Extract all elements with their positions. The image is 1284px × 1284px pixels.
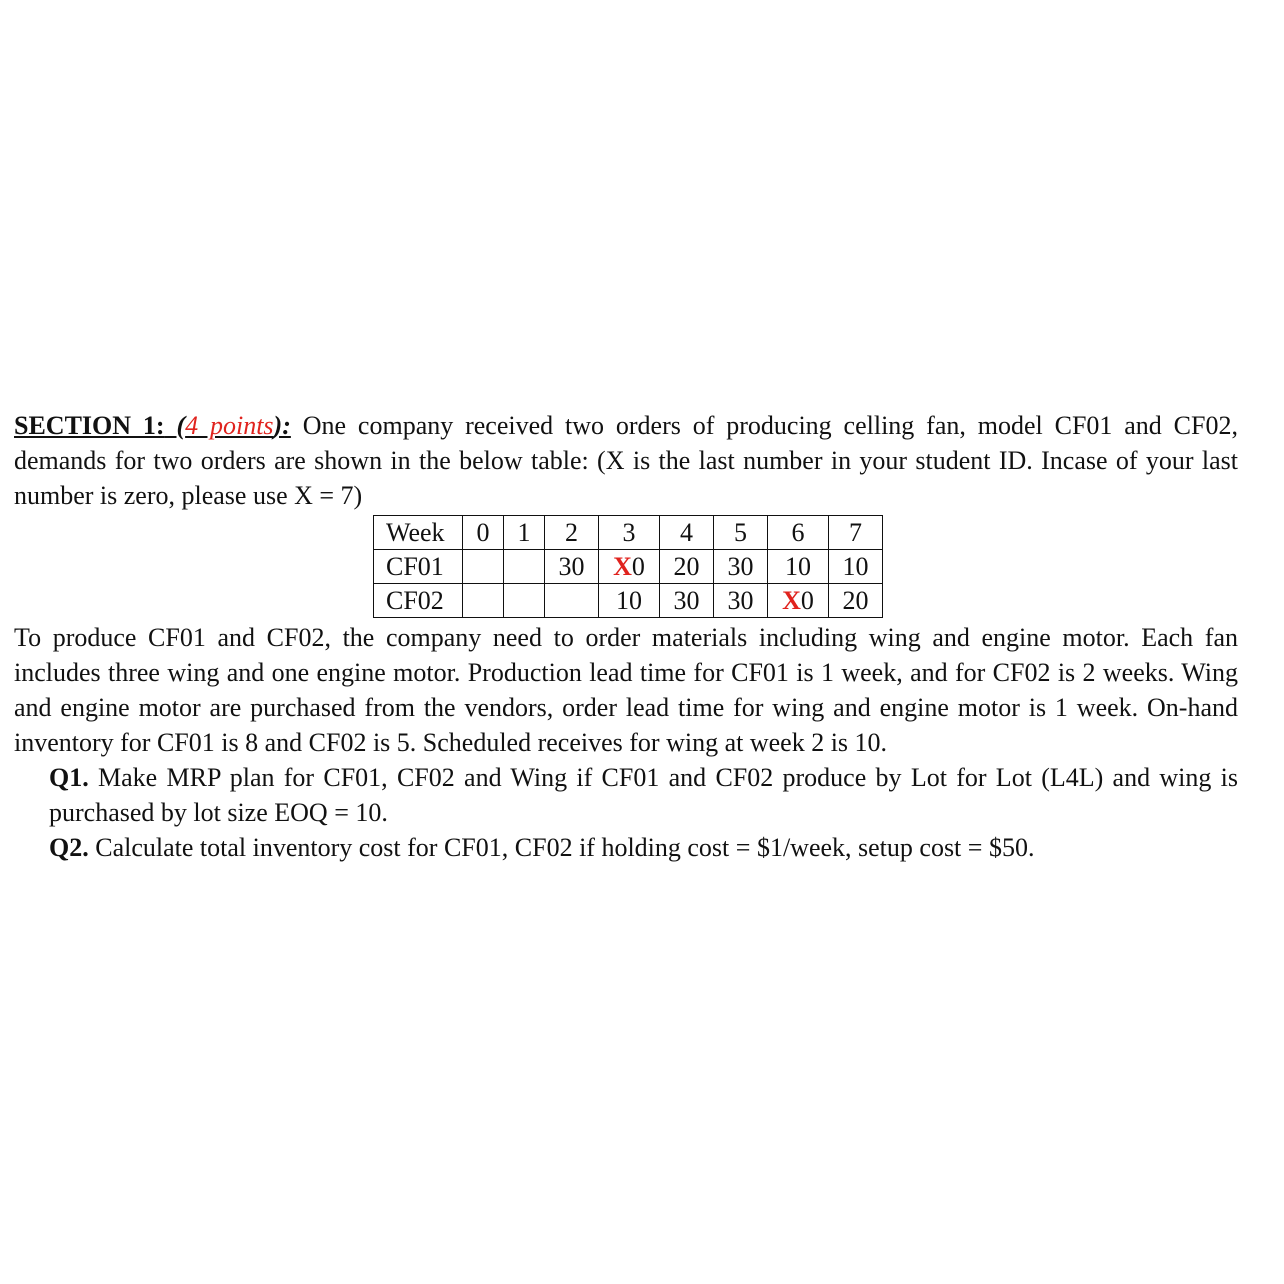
x-variable-rest: 0 bbox=[800, 586, 814, 615]
demand-table-wrapper bbox=[373, 515, 1238, 618]
header-week-cell: 2 bbox=[545, 516, 599, 550]
header-week-cell: 5 bbox=[714, 516, 768, 550]
question-item bbox=[49, 830, 1238, 865]
table-cell-variable bbox=[599, 550, 660, 584]
question-text: Calculate total inventory cost for CF01, CF02 if holding cost = $1/week, setup cost = $50. bbox=[88, 833, 1035, 862]
row-label-cf02: CF02 bbox=[374, 584, 463, 618]
table-cell: 20 bbox=[660, 550, 714, 584]
table-cell bbox=[545, 584, 599, 618]
question-item bbox=[49, 760, 1238, 830]
question-text: Make MRP plan for CF01, CF02 and Wing if CF01 and CF02 produce by Lot for Lot (L4L) and wing is purchased by lot size EOQ = 10. bbox=[49, 763, 1238, 827]
section-heading: SECTION 1: bbox=[14, 411, 165, 440]
table-cell: 10 bbox=[768, 550, 829, 584]
demand-table bbox=[373, 515, 883, 618]
header-week-cell: 4 bbox=[660, 516, 714, 550]
points-marker bbox=[165, 411, 291, 440]
table-cell: 30 bbox=[714, 550, 768, 584]
table-cell bbox=[504, 550, 545, 584]
table-cell: 30 bbox=[714, 584, 768, 618]
x-variable-rest: 0 bbox=[631, 552, 645, 581]
header-week-cell: 0 bbox=[463, 516, 504, 550]
points-close: ): bbox=[273, 411, 291, 440]
table-cell-variable bbox=[768, 584, 829, 618]
points-value: 4 points bbox=[185, 411, 274, 440]
section-intro-text: One company received two orders of producing celling fan, model CF01 and CF02, demands for two orders are shown in the below table: (X is the last number in your student ID. Incase of your last number is zero, please use X = 7) bbox=[14, 411, 1238, 510]
table-cell: 30 bbox=[545, 550, 599, 584]
body-paragraph: To produce CF01 and CF02, the company need to order materials including wing and engine motor. Each fan includes three wing and one engine motor. Production lead time for CF01 is 1 week, and for CF02 is 2 weeks. Wing and engine motor are purchased from the vendors, order lead time for wing and engine motor is 1 week. On-hand inventory for CF01 is 8 and CF02 is 5. Scheduled receives for wing at week 2 is 10. bbox=[14, 623, 1238, 757]
table-row bbox=[374, 584, 883, 618]
points-open: ( bbox=[164, 411, 186, 440]
header-week-cell: 3 bbox=[599, 516, 660, 550]
table-cell: 10 bbox=[829, 550, 883, 584]
table-cell: 30 bbox=[660, 584, 714, 618]
row-label-cf01: CF01 bbox=[374, 550, 463, 584]
question-label: Q2. bbox=[49, 833, 89, 862]
x-variable-mark: X bbox=[613, 552, 632, 581]
table-cell bbox=[504, 584, 545, 618]
document-page bbox=[14, 408, 1238, 865]
section-intro bbox=[14, 408, 1238, 513]
header-week-cell: 6 bbox=[768, 516, 829, 550]
header-week-cell: 7 bbox=[829, 516, 883, 550]
table-cell: 10 bbox=[599, 584, 660, 618]
table-cell bbox=[463, 550, 504, 584]
table-cell: 20 bbox=[829, 584, 883, 618]
x-variable-mark: X bbox=[782, 586, 801, 615]
header-week-cell: 1 bbox=[504, 516, 545, 550]
header-week-label: Week bbox=[374, 516, 463, 550]
table-cell bbox=[463, 584, 504, 618]
table-row bbox=[374, 550, 883, 584]
table-header-row bbox=[374, 516, 883, 550]
question-list bbox=[14, 760, 1238, 865]
question-label: Q1. bbox=[49, 763, 89, 792]
